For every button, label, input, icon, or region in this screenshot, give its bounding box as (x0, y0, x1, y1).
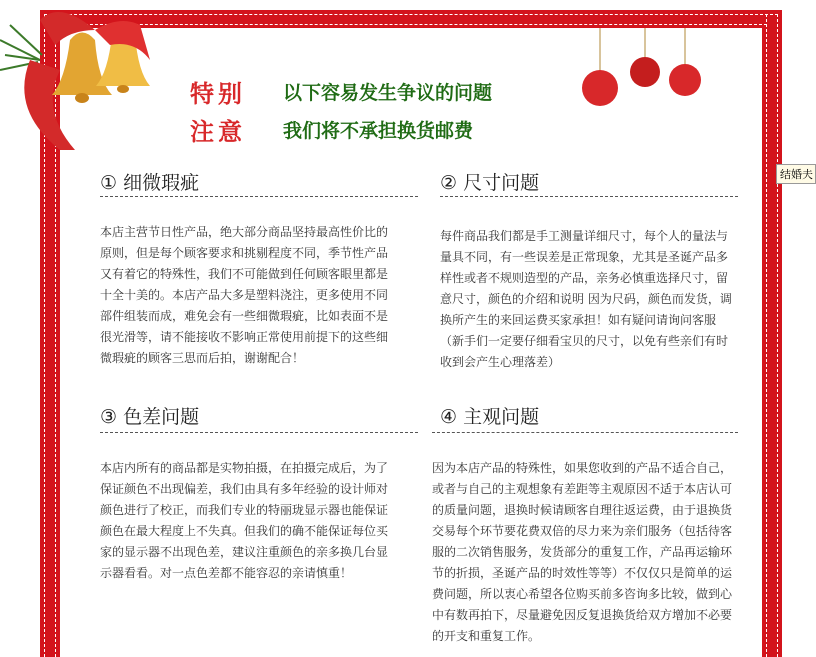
heading-notice: 注意 (190, 117, 246, 146)
section-body-subjective: 因为本店产品的特殊性，如果您收到的产品不适合自己，或者与自己的主观想象有差距等主观原因不适于本店认可的质量问题，退换时候请顾客自理往返运费，由于退换货交易每个环节要花费双倍的尽力来为亲们服务（包括待客服的二次销售服务，发货部分的重复工作，产品再运输环节的折损，圣诞产品的时效性等等）不仅仅只是简单的运费问题，所以衷心希望各位购买前多咨询多比较，做到心中有数再拍下，尽量避免因反复退换货给双方增加不必要的开支和重复工作。 (432, 461, 733, 643)
heading-special: 特别 (190, 79, 246, 108)
baubles-ornament (570, 28, 710, 108)
bell-icon (52, 33, 112, 104)
heading-dispute-line: 以下容易发生争议的问题 (283, 82, 493, 104)
section-title-subjective: ④ 主观问题 (440, 406, 540, 428)
stitch-right (766, 14, 767, 657)
bauble-icon (669, 64, 701, 96)
section-title-minor-flaws: ① 细微瑕疵 (100, 172, 200, 194)
frame-right (762, 10, 782, 657)
bauble-icon (630, 57, 660, 87)
section-body-size: 每件商品我们都是手工测量详细尺寸，每个人的量法与量具不同，有一些误差是正常现象，尤其是圣诞产品多样性或者不规则造型的产品，亲务必慎重选择尺寸，留意尺寸，颜色的介绍和说明 因为尺码，颜色而发货，调换所产生的来回运费买家承担！如有疑问请询问客服（新手们一定要仔细看宝贝的尺寸，以免有些亲们有时收到会产生心理落差） (440, 229, 732, 369)
section-divider (432, 432, 738, 433)
section-divider (100, 196, 418, 197)
section-title-size: ② 尺寸问题 (440, 172, 540, 194)
section-title-color-diff: ③ 色差问题 (100, 406, 200, 428)
side-tag[interactable]: 结婚夫 (776, 164, 816, 184)
heading-shipping-line: 我们将不承担换货邮费 (283, 120, 474, 142)
bauble-icon (582, 70, 618, 106)
stitch-right-inner (777, 14, 778, 657)
bells-ornament (0, 0, 190, 150)
section-divider (440, 196, 738, 197)
section-body-color-diff: 本店内所有的商品都是实物拍摄，在拍摄完成后，为了保证颜色不出现偏差，我们由具有多年经验的设计师对颜色进行了校正，而我们专业的特丽珑显示器也能保证颜色在最大程度上不失真。但我们的确不能保证每位买家的显示器不出现色差，建议注重颜色的亲多换几台显示器看看。对一点色差都不能容忍的亲请慎重！ (100, 461, 389, 580)
section-divider (100, 432, 418, 433)
section-body-minor-flaws: 本店主营节日性产品，绝大部分商品坚持最高性价比的原则，但是每个顾客要求和挑剔程度不同，季节性产品又有着它的特殊性，我们不可能做到任何顾客眼里都是十全十美的。本店产品大多是塑料浇注，更多使用不同部件组装而成，难免会有一些细微瑕疵，比如表面不是很光滑等，请不能接收不影响正常使用前提下的这些细微瑕疵的顾客三思而后拍，谢谢配合！ (100, 225, 389, 365)
